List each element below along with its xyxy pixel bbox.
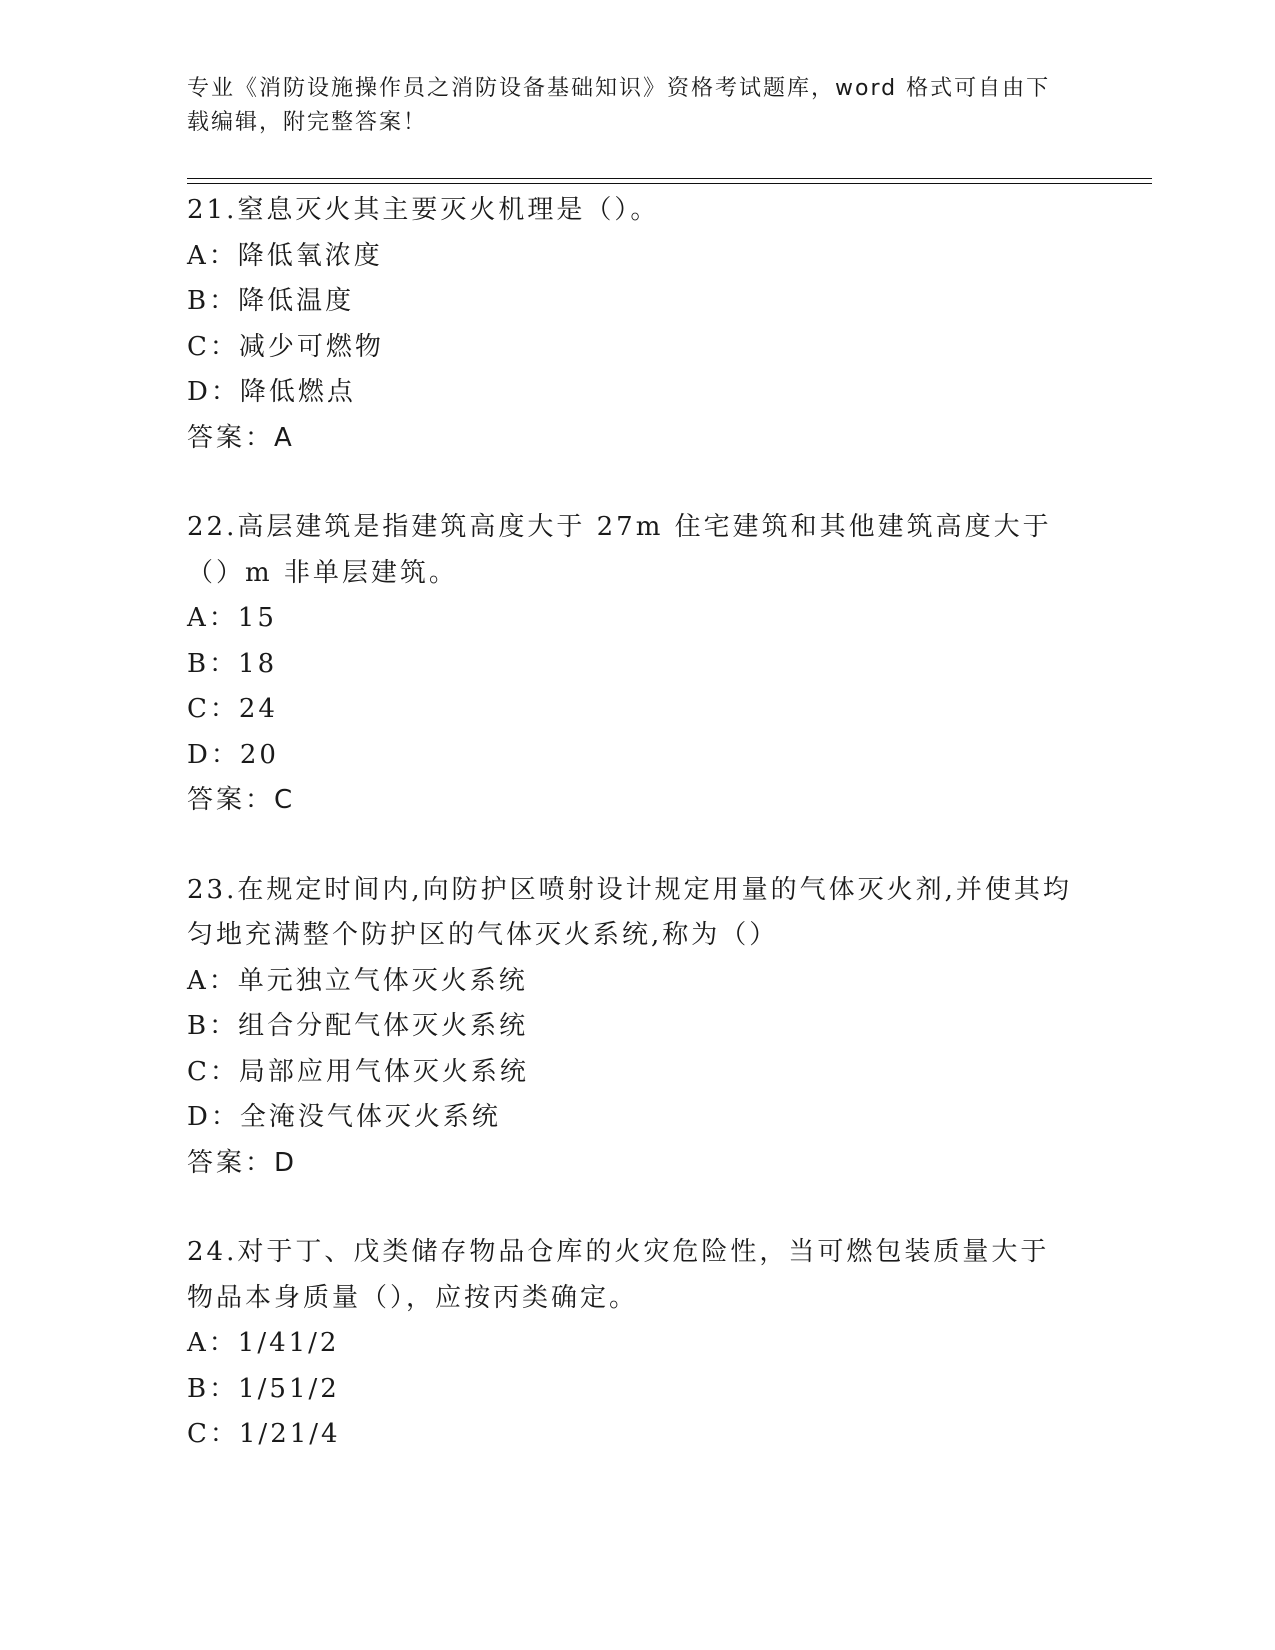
question-stem: 22.高层建筑是指建筑高度大于 27m 住宅建筑和其他建筑高度大于（）m 非单层建筑。 [187,512,1052,588]
header-divider-bottom [187,183,1152,184]
question-stem: 24.对于丁、戊类储存物品仓库的火灾危险性，当可燃包装质量大于物品本身质量（），应按丙类确定。 [187,1237,1050,1313]
option-b: B：18 [187,648,278,679]
header-divider-top [187,178,1152,179]
answer-value: D [274,1147,296,1178]
question-list [187,188,1087,1502]
answer-label: 答案： [187,785,275,815]
option-c: C：减少可燃物 [187,331,384,362]
option-a: A：降低氧浓度 [187,240,383,271]
option-b: B：降低温度 [187,286,355,316]
question-stem: 21.窒息灭火其主要灭火机理是（）。 [187,195,660,225]
option-d: D：降低燃点 [187,377,356,407]
question-23 [187,868,1087,1187]
answer-value: C [274,785,294,815]
option-a: A：单元独立气体灭火系统 [187,965,528,996]
option-b: B：1/51/2 [187,1373,340,1404]
answer-value: A [274,422,293,453]
option-c: C：局部应用气体灭火系统 [187,1056,529,1087]
option-c: C：1/21/4 [187,1419,341,1449]
question-stem: 23.在规定时间内,向防护区喷射设计规定用量的气体灭火剂,并使其均匀地充满整个防护区的气体灭火系统,称为（） [187,874,1072,950]
question-21 [187,188,1087,461]
option-a: A：15 [187,603,277,633]
answer-label: 答案： [187,422,275,453]
answer-label: 答案： [187,1147,275,1178]
header-line-2: 载编辑，附完整答案！ [187,110,428,135]
question-24 [187,1230,1087,1458]
option-a: A：1/41/2 [187,1328,340,1358]
header-line-1: 专业《消防设施操作员之消防设备基础知识》资格考试题库，word 格式可自由下 [187,76,1051,101]
answer-line [187,416,1087,462]
answer-line [187,1141,1087,1187]
document-header [187,72,1087,140]
option-b: B：组合分配气体灭火系统 [187,1011,529,1041]
answer-line [187,778,1087,824]
option-c: C：24 [187,694,278,724]
option-d: D：20 [187,739,279,770]
option-d: D：全淹没气体灭火系统 [187,1102,501,1132]
question-22 [187,505,1087,824]
